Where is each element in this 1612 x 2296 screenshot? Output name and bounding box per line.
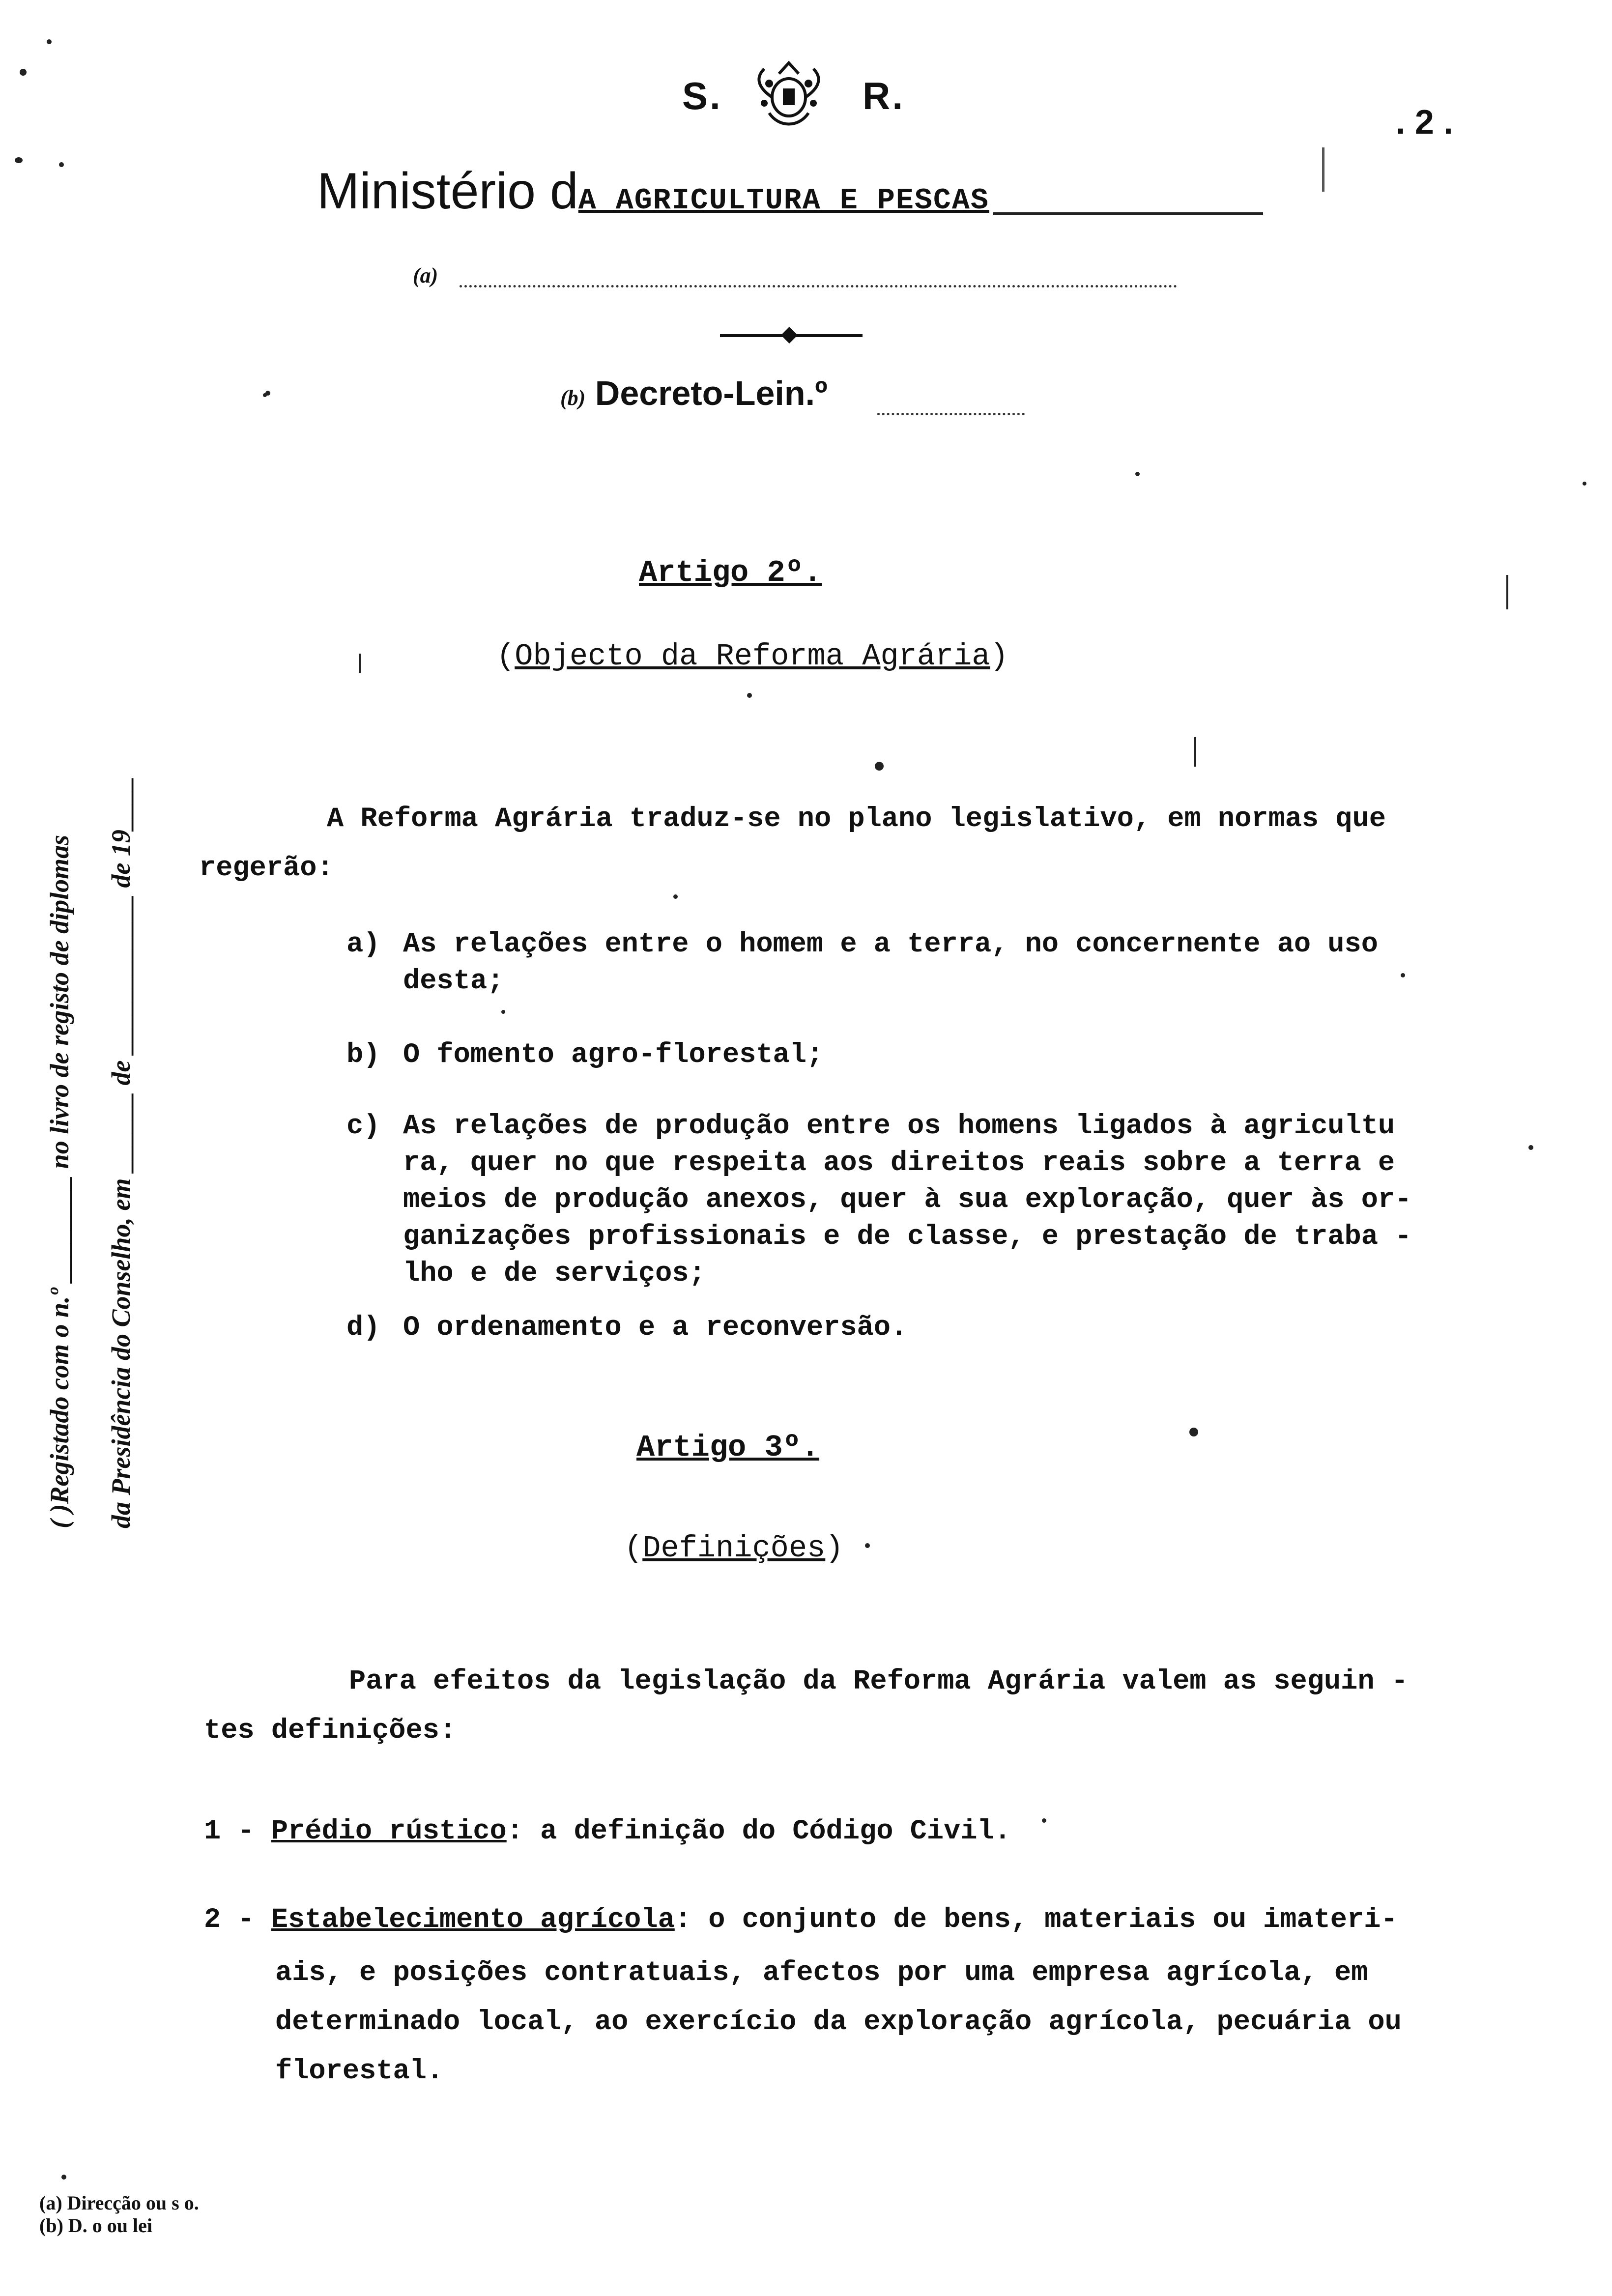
coat-of-arms-icon xyxy=(749,59,828,133)
item-a-marker: a) xyxy=(346,929,380,960)
ministry-underline xyxy=(993,212,1263,215)
definition-2-first-line xyxy=(204,1899,1398,1941)
item-c-line4: ganizações profissionais e de classe, e prestação de traba - xyxy=(403,1221,1412,1253)
item-c-line1: As relações de produção entre os homens ligados à agricultu xyxy=(403,1111,1395,1142)
page-number: . 2 . xyxy=(1396,103,1453,141)
definition-2-term: Estabelecimento agrícola xyxy=(271,1904,675,1936)
scan-mark xyxy=(1322,147,1324,192)
item-a-line2: desta; xyxy=(403,966,504,997)
item-b-marker: b) xyxy=(346,1039,380,1071)
item-b-line1: O fomento agro-florestal; xyxy=(403,1039,824,1071)
definition-1-text: : a definição do Código Civil. xyxy=(506,1816,1011,1847)
definition-2-text-line1: : o conjunto de bens, materiais ou imateri- xyxy=(674,1904,1398,1936)
definition-2-line4: florestal. xyxy=(275,2056,444,2087)
footnote-a: (a) Direcção ou s o. xyxy=(39,2192,199,2214)
item-a-line1: As relações entre o homem e a terra, no concernente ao uso xyxy=(403,929,1378,960)
item-c-line3: meios de produção anexos, quer à sua exploração, quer às or- xyxy=(403,1184,1412,1216)
definition-1 xyxy=(204,1811,1011,1852)
header-r-letter: R. xyxy=(863,74,905,117)
ministry-prefix: Ministério d xyxy=(317,163,578,220)
field-a-label: (a) xyxy=(413,263,438,287)
definition-1-number: 1 - xyxy=(204,1816,255,1847)
artigo2-intro-line2: regerão: xyxy=(199,853,334,884)
footnote-b: (b) D. o ou lei xyxy=(39,2214,152,2237)
definition-2-number: 2 - xyxy=(204,1904,255,1936)
artigo3-subtitle: (Definições) xyxy=(624,1531,844,1566)
artigo2-intro-line1: A Reforma Agrária traduz-se no plano legislativo, em normas que xyxy=(327,804,1386,835)
artigo2-title: Artigo 2º. xyxy=(639,555,822,590)
divider-diamond-icon xyxy=(781,327,798,344)
item-c-marker: c) xyxy=(346,1111,380,1142)
decreto-number-label: n.º xyxy=(784,374,828,412)
artigo3-intro-line1: Para efeitos da legislação da Reforma Agrária valem as seguin - xyxy=(349,1666,1408,1697)
decreto-line xyxy=(560,373,828,413)
definition-2-line2: ais, e posições contratuais, afectos por uma empresa agrícola, em xyxy=(275,1957,1368,1989)
artigo3-intro-line2: tes definições: xyxy=(204,1715,457,1747)
field-a-line xyxy=(460,285,1177,287)
registration-note-line1: ( )Registado com o n.º ________ no livro de registo de diplomas xyxy=(45,834,74,1528)
artigo3-subtitle-text: Definições xyxy=(642,1531,826,1566)
item-d-marker: d) xyxy=(346,1312,380,1344)
decreto-b-label: (b) xyxy=(560,386,586,410)
ministry-name: A AGRICULTURA E PESCAS xyxy=(578,184,989,218)
artigo2-subtitle-text: Objecto da Reforma Agrária xyxy=(515,639,990,674)
definition-2-line3: determinado local, ao exercício da exploração agrícola, pecuária ou xyxy=(275,2007,1402,2038)
header-s-letter: S. xyxy=(682,74,722,117)
registration-note-line2: da Presidência do Conselho, em ______ de ____________ de 19____ xyxy=(106,776,136,1528)
item-c-line5: lho e de serviços; xyxy=(403,1258,706,1290)
decreto-label: Decreto-Lei xyxy=(595,374,784,412)
artigo2-subtitle: (Objecto da Reforma Agrária) xyxy=(496,639,1008,674)
definition-2-continued xyxy=(275,1949,1402,2096)
item-a xyxy=(403,926,1378,1000)
item-c xyxy=(403,1108,1411,1292)
artigo3-title: Artigo 3º. xyxy=(636,1430,820,1465)
item-c-line2: ra, quer no que respeita aos direitos reais sobre a terra e xyxy=(403,1148,1395,1179)
ministry-title xyxy=(317,162,989,221)
definition-1-term: Prédio rústico xyxy=(271,1816,507,1847)
decreto-number-line xyxy=(877,413,1025,415)
item-d-line1: O ordenamento e a reconversão. xyxy=(403,1312,908,1344)
